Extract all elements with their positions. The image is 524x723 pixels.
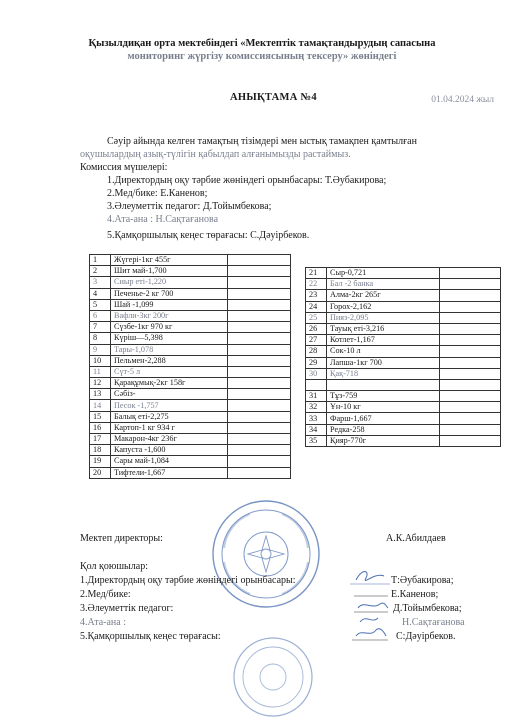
signer-1-name: Т:Әубакирова; bbox=[391, 575, 454, 586]
empty-cell bbox=[228, 445, 291, 456]
product-item: Сиыр еті-1,220 bbox=[111, 277, 228, 288]
table-row bbox=[306, 402, 501, 413]
row-number: 11 bbox=[90, 366, 111, 377]
intro-line-1: Сәуір айында келген тамақтың тізімдері мен ыстық тамақпен қамтылған bbox=[107, 136, 417, 147]
row-number: 32 bbox=[306, 402, 327, 413]
empty-cell bbox=[440, 391, 501, 402]
table-row bbox=[90, 400, 291, 411]
product-item: Балық еті-2,275 bbox=[111, 411, 228, 422]
row-number: 29 bbox=[306, 357, 327, 368]
document-date: 01.04.2024 жыл bbox=[431, 95, 494, 105]
product-item: Алма-2кг 265г bbox=[327, 290, 440, 301]
table-row bbox=[90, 333, 291, 344]
empty-cell bbox=[228, 411, 291, 422]
empty-cell bbox=[228, 322, 291, 333]
member-5: 5.Қамқоршылық кеңес төрағасы: С.Дәуірбеков. bbox=[107, 230, 310, 241]
director-label: Мектеп директоры: bbox=[80, 533, 163, 544]
table-row bbox=[306, 424, 501, 435]
row-number: 23 bbox=[306, 290, 327, 301]
table-row bbox=[306, 312, 501, 323]
table-row bbox=[306, 368, 501, 379]
product-item: Ұн-10 кг bbox=[327, 402, 440, 413]
empty-cell bbox=[228, 355, 291, 366]
table-row bbox=[306, 413, 501, 424]
row-number: 22 bbox=[306, 279, 327, 290]
row-number: 28 bbox=[306, 346, 327, 357]
table-row bbox=[90, 378, 291, 389]
row-number: 9 bbox=[90, 344, 111, 355]
product-item: Котлет-1,167 bbox=[327, 335, 440, 346]
signer-1-label: 1.Директордың оқу тәрбие жөніндегі орынбасары: bbox=[80, 575, 296, 586]
table-row bbox=[306, 391, 501, 402]
row-number: 35 bbox=[306, 435, 327, 446]
table-row bbox=[306, 323, 501, 334]
product-item: Сүт-5 л bbox=[111, 366, 228, 377]
official-stamp bbox=[210, 498, 322, 610]
table-row bbox=[90, 456, 291, 467]
empty-cell bbox=[440, 402, 501, 413]
table-row bbox=[90, 411, 291, 422]
row-number: 20 bbox=[90, 467, 111, 478]
table-row bbox=[306, 268, 501, 279]
row-number: 16 bbox=[90, 422, 111, 433]
product-item: Қияр-770г bbox=[327, 435, 440, 446]
empty-cell bbox=[228, 266, 291, 277]
table-row bbox=[90, 467, 291, 478]
table-row bbox=[306, 435, 501, 446]
empty-cell bbox=[440, 301, 501, 312]
empty-cell bbox=[228, 434, 291, 445]
signer-3-label: 3.Әлеуметтік педагог: bbox=[80, 603, 174, 614]
director-name: А.К.Абилдаев bbox=[386, 533, 446, 544]
table-row bbox=[90, 366, 291, 377]
table-row bbox=[90, 310, 291, 321]
intro-line-3: Комиссия мүшелері: bbox=[80, 162, 168, 173]
product-item: Тары-1,078 bbox=[111, 344, 228, 355]
product-item: Шай -1,099 bbox=[111, 299, 228, 310]
row-number: 34 bbox=[306, 424, 327, 435]
table-row bbox=[90, 277, 291, 288]
product-item: Капуста -1,600 bbox=[111, 445, 228, 456]
empty-cell bbox=[440, 279, 501, 290]
product-item: Шит май-1,700 bbox=[111, 266, 228, 277]
row-number: 13 bbox=[90, 389, 111, 400]
product-item: Лапша-1кг 700 bbox=[327, 357, 440, 368]
header-line-2: мониторинг жүргізу комиссиясының тексеру» жөніндегі bbox=[127, 51, 397, 62]
product-item: Картоп-1 кг 934 г bbox=[111, 422, 228, 433]
empty-cell bbox=[440, 346, 501, 357]
product-item: Пияз-2,095 bbox=[327, 312, 440, 323]
table-row bbox=[306, 279, 501, 290]
row-number: 21 bbox=[306, 268, 327, 279]
table-row bbox=[90, 255, 291, 266]
empty-cell bbox=[440, 290, 501, 301]
table-row bbox=[306, 346, 501, 357]
row-number: 15 bbox=[90, 411, 111, 422]
row-number: 7 bbox=[90, 322, 111, 333]
row-number: 5 bbox=[90, 299, 111, 310]
product-item: Пельмен-2,288 bbox=[111, 355, 228, 366]
table-row bbox=[306, 335, 501, 346]
signer-5-label: 5.Қамқоршылық кеңес төрағасы: bbox=[80, 631, 221, 642]
row-number: 12 bbox=[90, 378, 111, 389]
empty-cell bbox=[228, 310, 291, 321]
table-row bbox=[90, 288, 291, 299]
row-number: 3 bbox=[90, 277, 111, 288]
product-item: Макарон-4кг 236г bbox=[111, 434, 228, 445]
empty-cell bbox=[228, 288, 291, 299]
product-item: Бал -2 банка bbox=[327, 279, 440, 290]
row-number: 19 bbox=[90, 456, 111, 467]
row-number bbox=[306, 379, 327, 390]
empty-cell bbox=[228, 299, 291, 310]
empty-cell bbox=[440, 379, 501, 390]
official-stamp-2 bbox=[232, 636, 314, 718]
row-number: 8 bbox=[90, 333, 111, 344]
table-row bbox=[306, 357, 501, 368]
product-item: Жүгері-1кг 455г bbox=[111, 255, 228, 266]
empty-cell bbox=[228, 333, 291, 344]
empty-cell bbox=[228, 378, 291, 389]
empty-cell bbox=[228, 422, 291, 433]
table-row bbox=[90, 445, 291, 456]
member-4: 4.Ата-ана : Н.Сақтағанова bbox=[107, 214, 219, 225]
table-row bbox=[90, 344, 291, 355]
signatures-title: Қол қоюшылар: bbox=[80, 561, 148, 572]
row-number: 14 bbox=[90, 400, 111, 411]
empty-cell bbox=[440, 335, 501, 346]
member-2: 2.Мед/бике: Е.Каненов; bbox=[107, 188, 208, 199]
products-table-right bbox=[305, 267, 501, 447]
product-item: Сок-10 л bbox=[327, 346, 440, 357]
intro-line-2: оқушылардың азық-түлігін қабылдап алғанымызды растаймыз. bbox=[80, 149, 351, 160]
product-item: Сыр-0,721 bbox=[327, 268, 440, 279]
empty-cell bbox=[440, 368, 501, 379]
table-row bbox=[306, 301, 501, 312]
table-row bbox=[90, 266, 291, 277]
signer-3-name: Д.Тойымбекова; bbox=[393, 603, 462, 614]
row-number: 30 bbox=[306, 368, 327, 379]
empty-cell bbox=[228, 467, 291, 478]
row-number: 33 bbox=[306, 413, 327, 424]
member-3: 3.Әлеуметтік педагог: Д.Тойымбекова; bbox=[107, 201, 272, 212]
row-number: 26 bbox=[306, 323, 327, 334]
product-item: Редка-258 bbox=[327, 424, 440, 435]
row-number: 2 bbox=[90, 266, 111, 277]
empty-cell bbox=[228, 277, 291, 288]
table-row bbox=[90, 422, 291, 433]
signer-4-name: Н.Сақтағанова bbox=[402, 617, 465, 628]
table-row bbox=[90, 299, 291, 310]
empty-cell bbox=[228, 389, 291, 400]
signer-2-label: 2.Мед/бике: bbox=[80, 589, 131, 600]
signer-5-name: С:Дәуірбеков. bbox=[396, 631, 456, 642]
empty-cell bbox=[440, 312, 501, 323]
product-item: Қақ-718 bbox=[327, 368, 440, 379]
row-number: 10 bbox=[90, 355, 111, 366]
row-number: 31 bbox=[306, 391, 327, 402]
signer-2-name: Е.Каненов; bbox=[391, 589, 439, 600]
row-number: 1 bbox=[90, 255, 111, 266]
row-number: 25 bbox=[306, 312, 327, 323]
empty-cell bbox=[440, 323, 501, 334]
table-row bbox=[90, 355, 291, 366]
product-item: Сары май-1,084 bbox=[111, 456, 228, 467]
empty-cell bbox=[440, 357, 501, 368]
empty-cell bbox=[228, 400, 291, 411]
product-item: Тифтели-1,667 bbox=[111, 467, 228, 478]
row-number: 6 bbox=[90, 310, 111, 321]
empty-cell bbox=[228, 366, 291, 377]
handwritten-signatures bbox=[350, 566, 390, 644]
row-number: 18 bbox=[90, 445, 111, 456]
empty-cell bbox=[440, 413, 501, 424]
row-number: 17 bbox=[90, 434, 111, 445]
product-item bbox=[327, 379, 440, 390]
product-item: Сәбіз- bbox=[111, 389, 228, 400]
table-row bbox=[90, 322, 291, 333]
empty-cell bbox=[228, 255, 291, 266]
table-row bbox=[306, 379, 501, 390]
empty-cell bbox=[228, 456, 291, 467]
empty-cell bbox=[440, 424, 501, 435]
signer-4-label: 4.Ата-ана : bbox=[80, 617, 126, 628]
empty-cell bbox=[440, 435, 501, 446]
products-table-left bbox=[89, 254, 291, 479]
empty-cell bbox=[440, 268, 501, 279]
document-heading: АНЫҚТАМА №4 bbox=[230, 92, 317, 103]
product-item: Тұз-759 bbox=[327, 391, 440, 402]
table-row bbox=[90, 434, 291, 445]
product-item: Тауық еті-3,216 bbox=[327, 323, 440, 334]
row-number: 24 bbox=[306, 301, 327, 312]
row-number: 4 bbox=[90, 288, 111, 299]
product-item: Фарш-1,667 bbox=[327, 413, 440, 424]
header-line-1: Қызылдиқан орта мектебіндегі «Мектептік тамақтандырудың сапасына bbox=[88, 38, 436, 49]
product-item: Қарақұмық-2кг 158г bbox=[111, 378, 228, 389]
member-1: 1.Директордың оқу тәрбие жөніндегі орынбасары: Т.Әубакирова; bbox=[107, 175, 387, 186]
empty-cell bbox=[228, 344, 291, 355]
product-item: Горох-2,162 bbox=[327, 301, 440, 312]
product-item: Печенье-2 кг 700 bbox=[111, 288, 228, 299]
row-number: 27 bbox=[306, 335, 327, 346]
table-row bbox=[90, 389, 291, 400]
product-item: Күріш—5,398 bbox=[111, 333, 228, 344]
product-item: Сүзбе-1кг 970 кг bbox=[111, 322, 228, 333]
product-item: Вафли-3кг 200г bbox=[111, 310, 228, 321]
table-row bbox=[306, 290, 501, 301]
product-item: Песок -1,757 bbox=[111, 400, 228, 411]
